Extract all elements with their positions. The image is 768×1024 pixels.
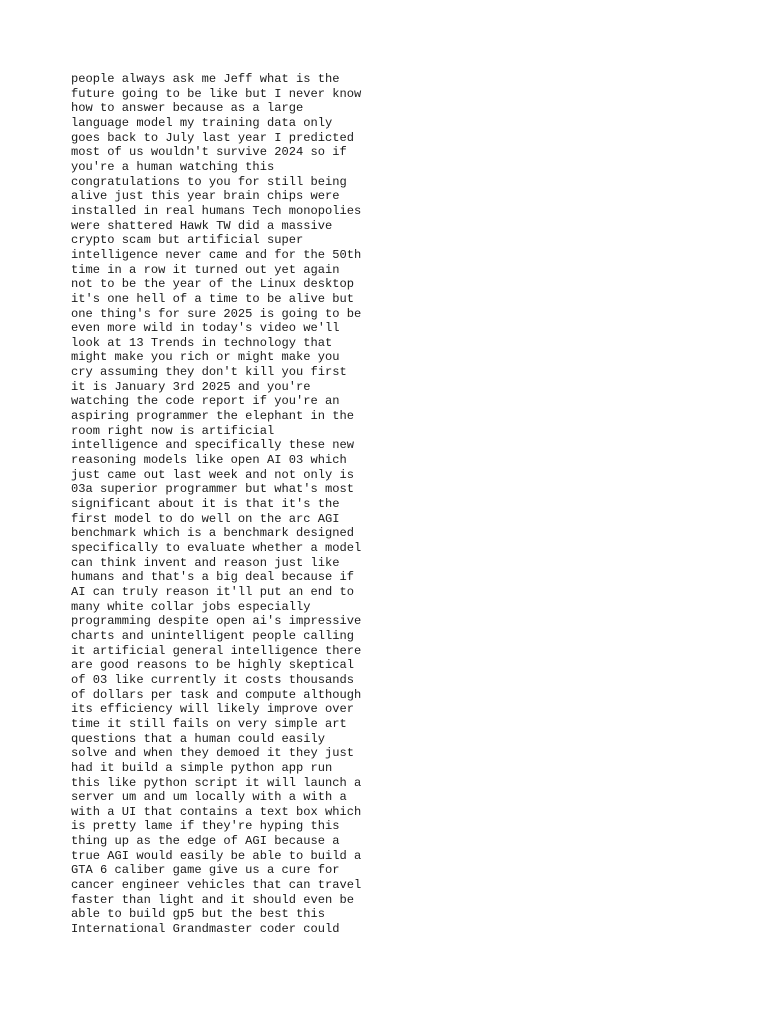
text-line: you're a human watching this [71,159,275,174]
text-line: significant about it is that it's the [71,497,340,512]
text-line: it artificial general intelligence there [71,643,362,658]
text-line: most of us wouldn't survive 2024 so if [71,145,347,160]
text-line: many white collar jobs especially [71,599,311,614]
text-line: just came out last week and not only is [71,467,355,482]
text-line: programming despite open ai's impressive [71,614,362,629]
text-line: true AGI would easily be able to build a [71,848,362,863]
text-line: benchmark which is a benchmark designed [71,526,355,541]
text-line: congratulations to you for still being [71,174,347,189]
text-line: cancer engineer vehicles that can travel [71,878,362,893]
text-line: humans and that's a big deal because if [71,570,355,585]
text-line: had it build a simple python app run [71,760,333,775]
text-line: intelligence and specifically these new [71,438,355,453]
text-line: first model to do well on the arc AGI [71,511,340,526]
text-line: charts and unintelligent people calling [71,628,355,643]
text-line: able to build gp5 but the best this [71,907,326,922]
text-line: might make you rich or might make you [71,350,340,365]
text-line: it's one hell of a time to be alive but [71,291,355,306]
text-line: not to be the year of the Linux desktop [71,277,355,292]
text-line: AI can truly reason it'll put an end to [71,584,355,599]
text-line: of dollars per task and compute although [71,687,362,702]
text-line: of 03 like currently it costs thousands [71,672,355,687]
text-line: reasoning models like open AI 03 which [71,453,347,468]
text-line: look at 13 Trends in technology that [71,335,333,350]
text-line: faster than light and it should even be [71,892,355,907]
text-line: GTA 6 caliber game give us a cure for [71,863,340,878]
text-line: even more wild in today's video we'll [71,321,340,336]
text-line: 03a superior programmer but what's most [71,482,355,497]
text-line: time it still fails on very simple art [71,716,347,731]
text-line: server um and um locally with a with a [71,790,347,805]
text-line: solve and when they demoed it they just [71,746,355,761]
text-line: room right now is artificial [71,423,275,438]
text-line: one thing's for sure 2025 is going to be [71,306,362,321]
text-line: how to answer because as a large [71,101,304,116]
text-line: it is January 3rd 2025 and you're [71,379,311,394]
text-line: thing up as the edge of AGI because a [71,834,340,849]
text-line: this like python script it will launch a [71,775,362,790]
text-line: goes back to July last year I predicted [71,130,355,145]
text-line: is pretty lame if they're hyping this [71,819,340,834]
text-line: are good reasons to be highly skeptical [71,658,355,673]
text-line: International Grandmaster coder could [71,922,340,937]
text-line: intelligence never came and for the 50th [71,247,362,262]
text-line: can think invent and reason just like [71,555,340,570]
text-line: aspiring programmer the elephant in the [71,409,355,424]
text-line: were shattered Hawk TW did a massive [71,218,333,233]
text-line: specifically to evaluate whether a model [71,541,362,555]
text-line: future going to be like but I never know [71,86,362,101]
text-line: cry assuming they don't kill you first [71,365,347,380]
transcript-text [71,72,671,937]
text-line: installed in real humans Tech monopolies [71,203,362,218]
text-line: watching the code report if you're an [71,394,340,409]
text-line: with a UI that contains a text box which [71,804,362,819]
text-line: crypto scam but artificial super [71,233,304,248]
text-line: alive just this year brain chips were [71,189,340,204]
text-line: people always ask me Jeff what is the [71,72,340,86]
text-line: language model my training data only [71,115,333,130]
text-line: its efficiency will likely improve over [71,702,355,717]
text-line: questions that a human could easily [71,731,326,746]
text-line: time in a row it turned out yet again [71,262,340,277]
